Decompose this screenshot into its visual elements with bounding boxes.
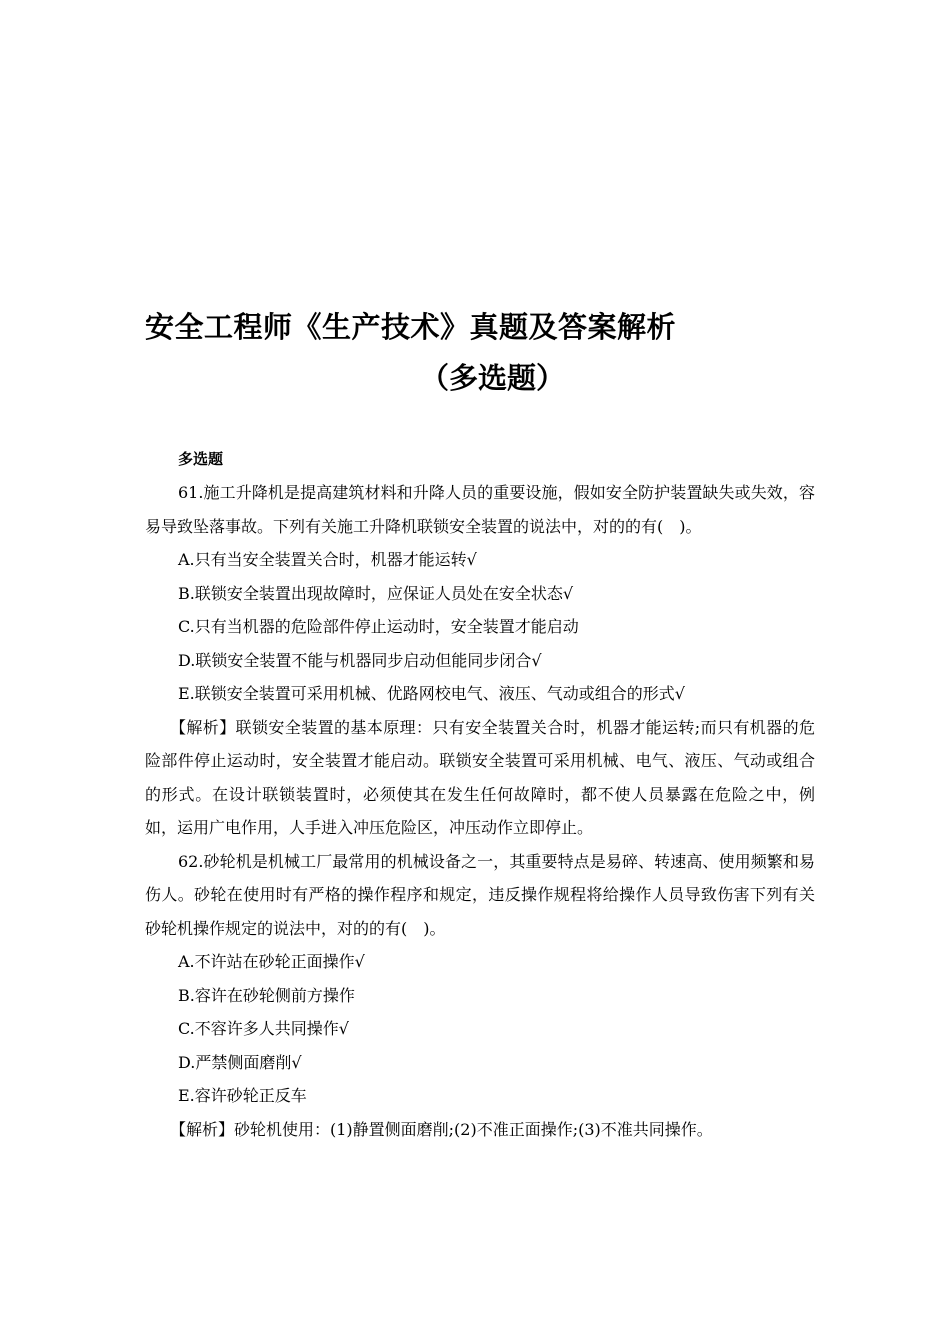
question-analysis: 【解析】砂轮机使用：(1)静置侧面磨削;(2)不准正面操作;(3)不准共同操作。 — [170, 1119, 713, 1139]
option-a: A.不许站在砂轮正面操作√ — [178, 952, 365, 971]
option-e: E.容许砂轮正反车 — [178, 1086, 307, 1105]
option-c: C.只有当机器的危险部件停止运动时，安全装置才能启动 — [178, 617, 579, 636]
option-c: C.不容许多人共同操作√ — [178, 1019, 349, 1038]
document-title: 安全工程师《生产技术》真题及答案解析 — [145, 310, 677, 344]
question-stem: 62.砂轮机是机械工厂最常用的机械设备之一，其重要特点是易碎、转速高、使用频繁和易伤人。砂轮在使用时有严格的操作程序和规定，违反操作规程将给操作人员导致伤害下列有关砂轮机操作规定的说法中，对的的有( )。 — [145, 851, 815, 938]
question-62 — [145, 845, 815, 1147]
option-b: B.联锁安全装置出现故障时，应保证人员处在安全状态√ — [178, 583, 574, 603]
question-analysis: 【解析】联锁安全装置的基本原理：只有安全装置关合时，机器才能运转;而只有机器的危险部件停止运动时，安全装置才能启动。联锁安全装置可采用机械、电气、液压、气动或组合的形式。在设计联锁装置时，必须使其在发生任何故障时，都不使人员暴露在危险之中，例如，运用广电作用，人手进入冲压危险区，冲压动作立即停止。 — [145, 717, 815, 837]
option-b: B.容许在砂轮侧前方操作 — [178, 985, 355, 1005]
option-d: D.联锁安全装置不能与机器同步启动但能同步闭合√ — [178, 650, 542, 670]
section-heading: 多选题 — [178, 450, 224, 468]
document-subtitle: （多选题） — [420, 361, 566, 395]
option-e: E.联锁安全装置可采用机械、优路网校电气、液压、气动或组合的形式√ — [178, 684, 685, 703]
question-61 — [145, 476, 815, 845]
question-stem: 61.施工升降机是提高建筑材料和升降人员的重要设施，假如安全防护装置缺失或失效，容易导致坠落事故。下列有关施工升降机联锁安全装置的说法中，对的的有( )。 — [145, 483, 815, 536]
option-a: A.只有当安全装置关合时，机器才能运转√ — [178, 550, 477, 569]
document-body — [145, 446, 815, 1146]
option-d: D.严禁侧面磨削√ — [178, 1052, 302, 1072]
